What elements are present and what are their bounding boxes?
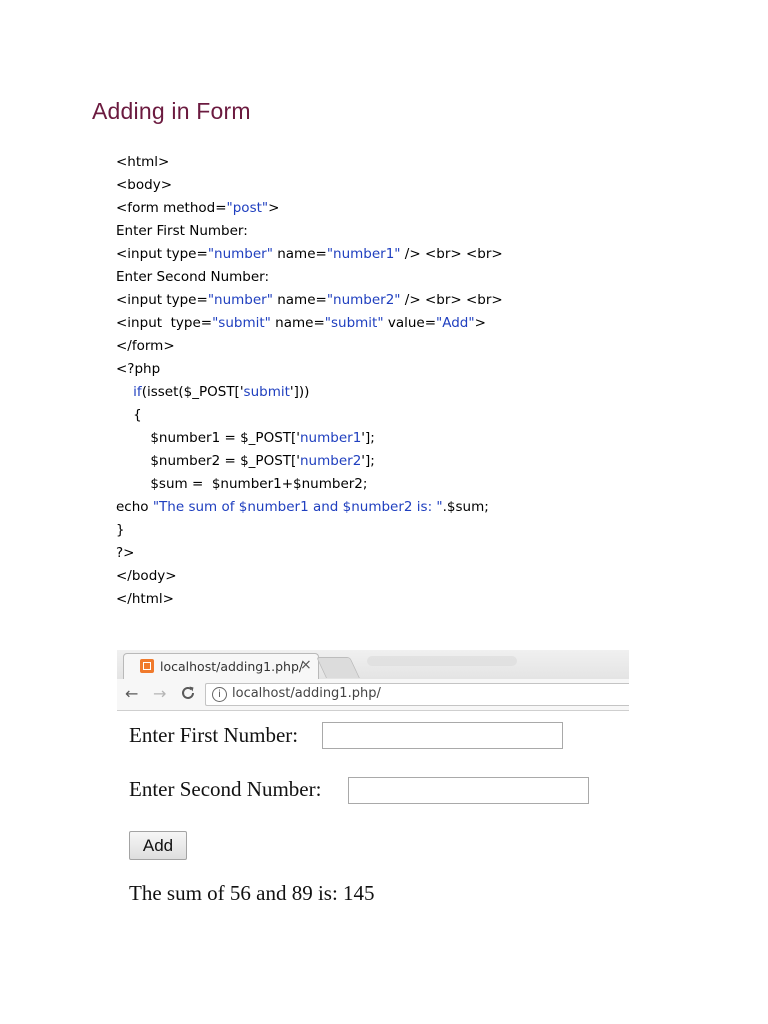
close-icon[interactable]: × xyxy=(300,657,312,673)
tab-title: localhost/adding1.php/ xyxy=(160,659,304,674)
first-number-label: Enter First Number: xyxy=(129,723,299,747)
code-line xyxy=(116,335,503,358)
code-line xyxy=(116,496,503,519)
code-token: "number2" xyxy=(326,292,401,308)
browser-toolbar xyxy=(117,679,629,711)
code-token: submit xyxy=(243,384,290,400)
url-text: localhost/adding1.php/ xyxy=(232,686,381,701)
code-line xyxy=(116,220,503,243)
code-token: <input type= xyxy=(116,292,208,308)
code-token: '])) xyxy=(289,384,310,400)
page-title: Adding in Form xyxy=(92,98,251,124)
tab-strip xyxy=(117,650,629,679)
code-token: (isset($_POST[' xyxy=(141,384,244,400)
code-token: </html> xyxy=(116,591,174,607)
first-number-input[interactable] xyxy=(322,722,563,749)
code-line xyxy=(116,358,503,381)
code-token: ']; xyxy=(361,430,375,446)
reload-icon[interactable] xyxy=(180,684,196,701)
code-token: </body> xyxy=(116,568,177,584)
code-token: name= xyxy=(272,292,327,308)
code-line xyxy=(116,289,503,312)
result-text: The sum of 56 and 89 is: 145 xyxy=(129,881,375,905)
second-number-label: Enter Second Number: xyxy=(129,777,322,801)
info-icon[interactable]: i xyxy=(212,687,227,702)
code-line xyxy=(116,404,503,427)
code-token: .$sum; xyxy=(442,499,489,515)
back-arrow-icon[interactable]: ← xyxy=(125,684,139,703)
blurred-tab-area xyxy=(367,656,517,666)
code-line xyxy=(116,266,503,289)
code-token: <body> xyxy=(116,177,173,193)
code-token: number1 xyxy=(300,430,362,446)
code-token: name= xyxy=(272,246,327,262)
code-line xyxy=(116,312,503,335)
code-line xyxy=(116,381,503,404)
code-token: > xyxy=(474,315,486,331)
code-token: Enter First Number: xyxy=(116,223,248,239)
code-token: ']; xyxy=(361,453,375,469)
code-token: "The sum of $number1 and $number2 is: " xyxy=(152,499,443,515)
code-token: </form> xyxy=(116,338,175,354)
code-token: echo xyxy=(116,499,153,515)
code-line xyxy=(116,542,503,565)
code-line xyxy=(116,427,503,450)
code-token xyxy=(116,384,133,400)
browser-tab[interactable] xyxy=(123,653,319,679)
code-token: number2 xyxy=(300,453,362,469)
code-token: "submit" xyxy=(212,315,271,331)
code-token: name= xyxy=(270,315,325,331)
code-token: $sum = $number1+$number2; xyxy=(116,476,368,492)
code-line xyxy=(116,174,503,197)
address-bar[interactable] xyxy=(205,683,629,706)
code-line xyxy=(116,588,503,611)
code-token: "number1" xyxy=(326,246,401,262)
code-token: <input type= xyxy=(116,315,213,331)
code-token: "number" xyxy=(207,246,273,262)
code-token: /> <br> <br> xyxy=(400,292,503,308)
code-token: "post" xyxy=(226,200,269,216)
code-token: <?php xyxy=(116,361,161,377)
code-token: value= xyxy=(383,315,437,331)
xampp-favicon-icon xyxy=(140,659,154,673)
code-token: <input type= xyxy=(116,246,208,262)
code-line xyxy=(116,565,503,588)
code-token: if xyxy=(133,384,142,400)
code-line xyxy=(116,519,503,542)
code-token: <html> xyxy=(116,154,170,170)
code-token: /> <br> <br> xyxy=(400,246,503,262)
code-token: ?> xyxy=(116,545,135,561)
new-tab-button[interactable] xyxy=(316,657,360,678)
code-token: } xyxy=(116,522,125,538)
code-line xyxy=(116,450,503,473)
forward-arrow-icon[interactable]: → xyxy=(153,684,167,703)
code-token: "Add" xyxy=(436,315,475,331)
code-token: $number1 = $_POST[' xyxy=(116,430,300,446)
code-line xyxy=(116,243,503,266)
code-block xyxy=(116,151,503,611)
code-token: "number" xyxy=(207,292,273,308)
browser-screenshot xyxy=(117,650,629,920)
code-token: Enter Second Number: xyxy=(116,269,270,285)
second-number-input[interactable] xyxy=(348,777,589,804)
code-token: > xyxy=(268,200,280,216)
code-token: { xyxy=(116,407,142,423)
code-line xyxy=(116,151,503,174)
code-token: $number2 = $_POST[' xyxy=(116,453,300,469)
code-token: <form method= xyxy=(116,200,227,216)
add-button[interactable]: Add xyxy=(129,831,187,860)
code-line xyxy=(116,197,503,220)
code-line xyxy=(116,473,503,496)
code-token: "submit" xyxy=(324,315,384,331)
